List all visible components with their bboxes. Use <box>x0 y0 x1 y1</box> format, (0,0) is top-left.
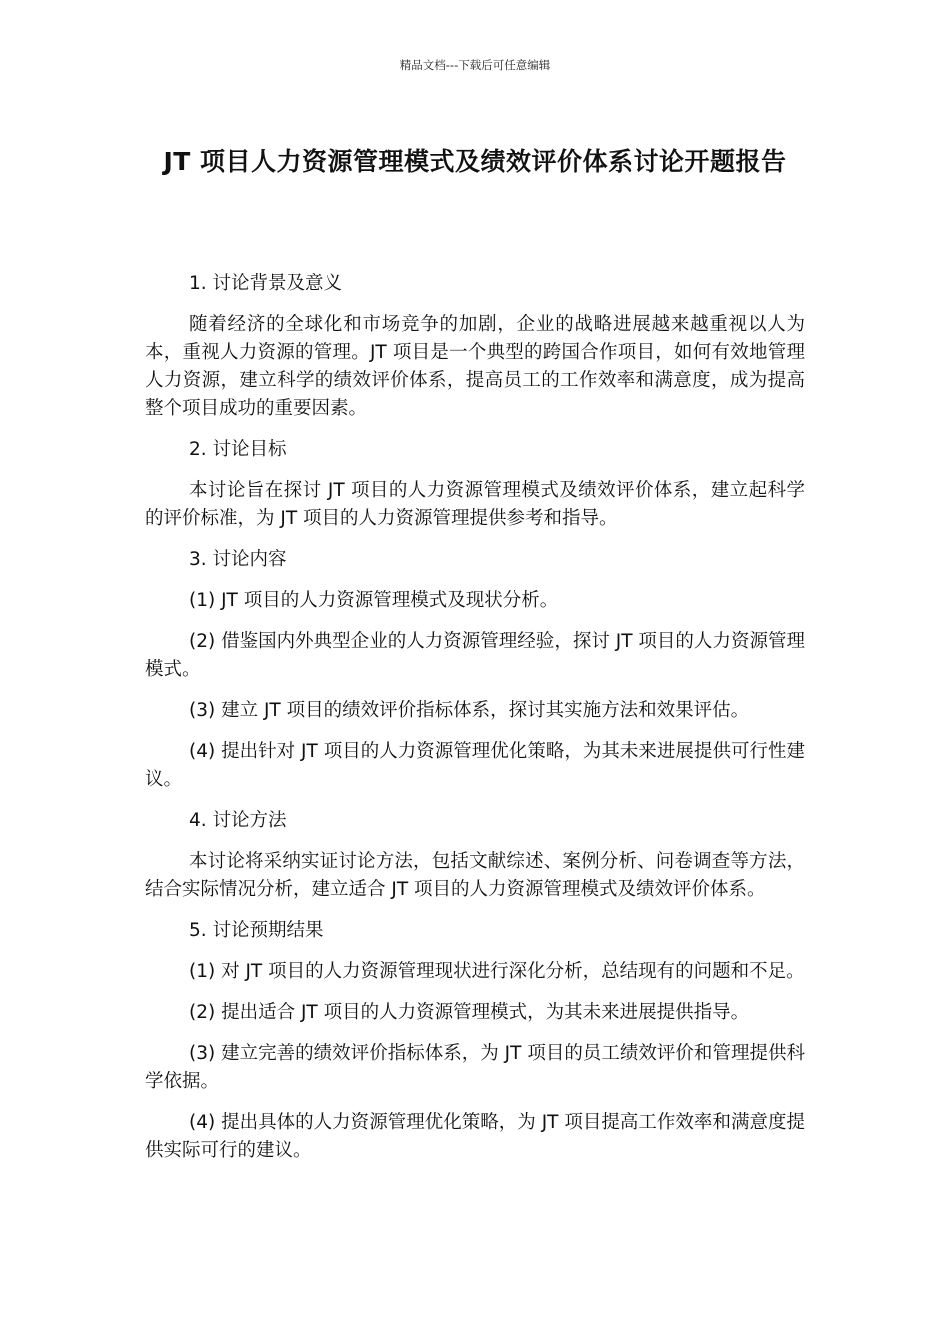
result-item-2: (2) 提出适合 JT 项目的人力资源管理模式，为其未来进展提供指导。 <box>189 1002 750 1023</box>
content-item-4: (4) 提出针对 JT 项目的人力资源管理优化策略，为其未来进展提供可行性建议。 <box>145 741 805 790</box>
paragraph-methods: 本讨论将采纳实证讨论方法，包括文献综述、案例分析、问卷调查等方法，结合实际情况分析，建立适合 JT 项目的人力资源管理模式及绩效评价体系。 <box>145 851 805 900</box>
document-title: JT 项目人力资源管理模式及绩效评价体系讨论开题报告 <box>163 147 787 176</box>
paragraph-goals: 本讨论旨在探讨 JT 项目的人力资源管理模式及绩效评价体系，建立起科学的评价标准，为 JT 项目的人力资源管理提供参考和指导。 <box>145 480 805 529</box>
section-heading-methods: 4. 讨论方法 <box>189 810 287 831</box>
section-heading-goals: 2. 讨论目标 <box>189 439 287 460</box>
section-heading-content: 3. 讨论内容 <box>189 549 287 570</box>
content-item-3: (3) 建立 JT 项目的绩效评价指标体系，探讨其实施方法和效果评估。 <box>189 700 750 721</box>
content-item-2: (2) 借鉴国内外典型企业的人力资源管理经验，探讨 JT 项目的人力资源管理模式。 <box>145 631 805 680</box>
section-heading-results: 5. 讨论预期结果 <box>189 920 324 941</box>
header-note: 精品文档---下载后可任意编辑 <box>399 58 551 72</box>
result-item-4: (4) 提出具体的人力资源管理优化策略，为 JT 项目提高工作效率和满意度提供实际可行的建议。 <box>145 1112 805 1161</box>
paragraph-background: 随着经济的全球化和市场竞争的加剧，企业的战略进展越来越重视以人为本，重视人力资源的管理。JT 项目是一个典型的跨国合作项目，如何有效地管理人力资源，建立科学的绩效评价体系，提高员工的工作效率和满意度，成为提高整个项目成功的重要因素。 <box>145 314 805 419</box>
result-item-1: (1) 对 JT 项目的人力资源管理现状进行深化分析，总结现有的问题和不足。 <box>189 961 805 982</box>
result-item-3: (3) 建立完善的绩效评价指标体系，为 JT 项目的员工绩效评价和管理提供科学依据。 <box>145 1043 805 1092</box>
content-item-1: (1) JT 项目的人力资源管理模式及现状分析。 <box>189 590 559 611</box>
section-heading-background: 1. 讨论背景及意义 <box>189 273 343 294</box>
document-body <box>145 270 805 1178</box>
